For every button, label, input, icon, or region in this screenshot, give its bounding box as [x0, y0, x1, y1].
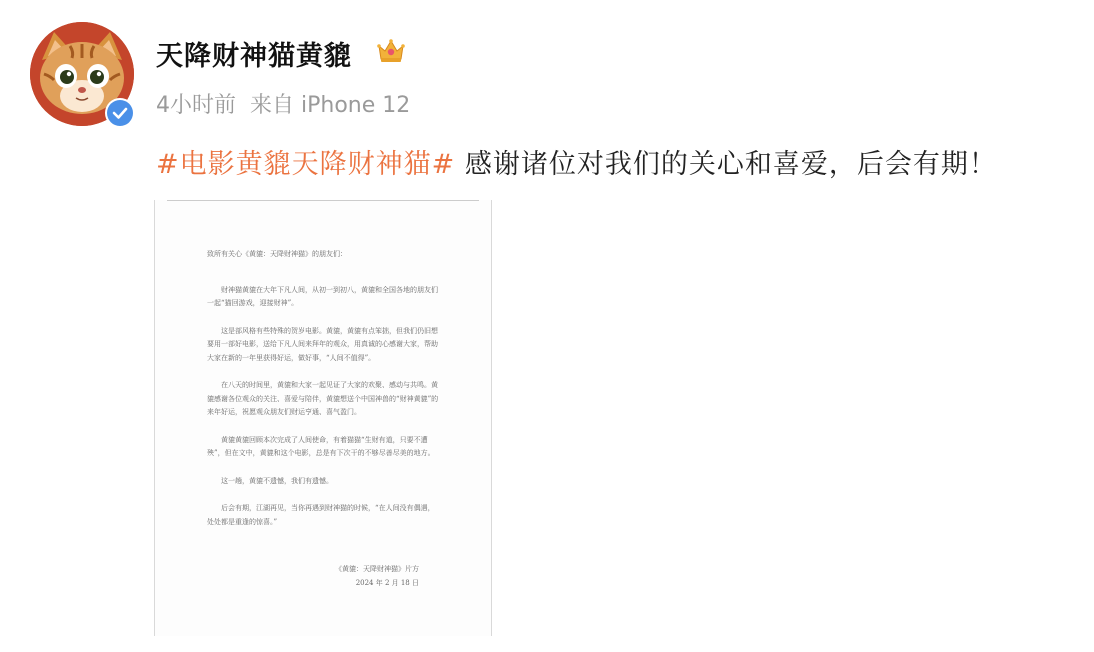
- letter-signature: 《黄貔：天降财神猫》片方: [335, 565, 419, 573]
- hashtag-link[interactable]: #电影黄貔天降财神猫#: [156, 149, 456, 180]
- verified-check-icon: [105, 98, 135, 128]
- divider: [167, 200, 479, 201]
- post-meta: [156, 88, 410, 119]
- crown-icon[interactable]: [376, 35, 406, 65]
- letter-paragraph: 这是部风格有些特殊的贺岁电影。黄貔，黄貔有点笨拙，但我们仍旧想要用一部好电影，送给下凡人间来拜年的观众，用真诚的心感谢大家，帮助大家在新的一年里获得好运，做好事，“人间不值得”。: [207, 326, 438, 362]
- user-avatar[interactable]: [30, 22, 134, 126]
- post-source: 来自 iPhone 12: [250, 93, 411, 118]
- letter-paragraph: 财神猫黄貔在大年下凡人间，从初一到初八，黄貔和全国各地的朋友们一起“猫回游戏，迎接财神”。: [207, 285, 438, 307]
- letter-image[interactable]: [154, 200, 492, 636]
- letter-paragraph: 黄貔黄貔回顾本次完成了人间使命，有着猫猫“生财有道，只要不遭殃”，但在文中，黄貔和这个电影，总是有下次干的不够尽善尽美的地方。: [207, 435, 435, 457]
- post-body: 感谢诸位对我们的关心和喜爱，后会有期！: [455, 149, 997, 180]
- letter-paragraph: 这一趟，黄貔不遗憾，我们有遗憾。: [221, 476, 333, 485]
- user-name[interactable]: 天降财神猫黄貔: [156, 41, 352, 72]
- letter-content: [207, 248, 439, 590]
- post-time[interactable]: 4小时前: [156, 93, 236, 118]
- post-text: [156, 142, 997, 181]
- letter-paragraph: 在八天的时间里，黄貔和大家一起见证了大家的欢聚、感动与共鸣。黄貔感谢各位观众的关注、喜爱与陪伴，黄貔想送个中国神兽的“财神黄貔”的来年好运，祝愿观众朋友们财运亨通、喜气盈门。: [207, 381, 439, 416]
- letter-salutation: 致所有关心《黄貔：天降财神猫》的朋友们：: [207, 250, 347, 258]
- letter-date: 2024 年 2 月 18 日: [355, 578, 419, 587]
- letter-paragraph: 后会有期，江湖再见，当你再遇到财神猫的时候，“在人间没有偶遇，处处都是重逢的惊喜。”: [207, 504, 435, 526]
